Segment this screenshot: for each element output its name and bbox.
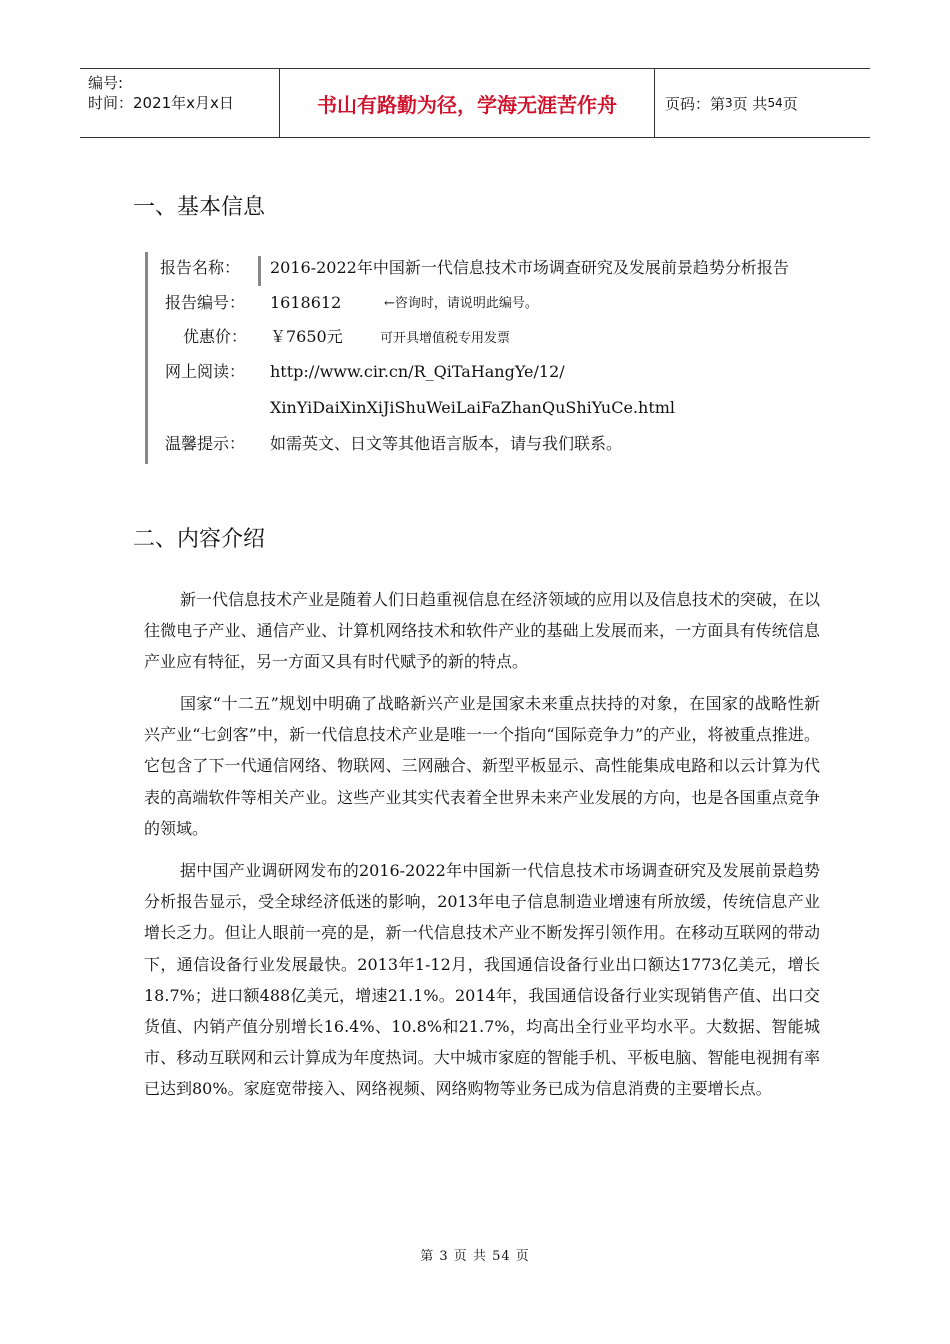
header-page-mid: 页 共 — [732, 94, 768, 113]
header-page-current: 3 — [725, 96, 733, 110]
footer-mid: 页 共 — [453, 1249, 487, 1264]
info-url-line2[interactable]: XinYiDaiXinXiJiShuWeiLaiFaZhanQuShiYuCe.html — [270, 398, 676, 417]
page-header — [80, 68, 870, 138]
info-name-value: 2016-2022年中国新一代信息技术市场调查研究及发展前景趋势分析报告 — [270, 258, 789, 277]
info-url-label: 网上阅读： — [165, 362, 246, 381]
info-code-note: ←咨询时，请说明此编号。 — [384, 296, 538, 311]
info-price-value: ￥7650元 — [270, 327, 343, 346]
footer-prefix: 第 — [420, 1249, 435, 1264]
header-page-suffix: 页 — [782, 94, 798, 113]
intro-paragraph-1: 新一代信息技术产业是随着人们日趋重视信息在经济领域的应用以及信息技术的突破，在以往微电子产业、通信产业、计算机网络技术和软件产业的基础上发展而来，一方面具有传统信息产业应有特征，另一方面又具有时代赋予的新的特点。 — [144, 590, 821, 672]
info-price-label: 优惠价： — [183, 327, 248, 346]
header-page-total: 54 — [767, 96, 783, 110]
header-page-prefix: 页码：第 — [665, 94, 726, 113]
header-number-label: 编号: — [88, 74, 124, 92]
header-meta — [80, 69, 280, 137]
intro-paragraph-3: 据中国产业调研网发布的2016-2022年中国新一代信息技术市场调查研究及发展前景趋势分析报告显示，受全球经济低迷的影响，2013年电子信息制造业增速有所放缓，传统信息产业增长乏力。但让人眼前一亮的是，新一代信息技术产业不断发挥引领作用。在移动互联网的带动下，通信设备行业发展最快。2013年1-12月，我国通信设备行业出口额达1773亿美元，增长18.7%；进口额488亿美元，增速21.1%。2014年，我国通信设备行业实现销售产值、出口交货值、内销产值分别增长16.4%、10.8%和21.7%，均高出全行业平均水平。大数据、智能城市、移动互联网和云计算成为年度热词。大中城市家庭的智能手机、平板电脑、智能电视拥有率已达到80%。家庭宽带接入、网络视频、网络购物等业务已成为信息消费的主要增长点。 — [144, 861, 820, 1099]
footer-total: 54 — [492, 1249, 511, 1264]
info-code-value: 1618612 — [270, 293, 342, 312]
header-page-number — [655, 69, 870, 137]
info-url-line1[interactable]: http://www.cir.cn/R_QiTaHangYe/12/ — [270, 362, 565, 381]
info-tip-value: 如需英文、日文等其他语言版本，请与我们联系。 — [270, 434, 623, 453]
page-footer — [0, 1245, 950, 1264]
section-title-basic-info: 一、基本信息 — [133, 195, 266, 220]
footer-suffix: 页 — [515, 1249, 530, 1264]
info-code-label: 报告编号： — [165, 293, 246, 312]
info-left-rule — [145, 252, 148, 464]
info-tip-label: 温馨提示： — [165, 434, 246, 453]
section-title-content-intro: 二、内容介绍 — [133, 527, 266, 552]
header-time-label: 时间：2021年x月x日 — [88, 94, 234, 112]
footer-current: 3 — [439, 1249, 449, 1264]
intro-paragraph-2: 国家“十二五”规划中明确了战略新兴产业是国家未来重点扶持的对象，在国家的战略性新兴产业“七剑客”中，新一代信息技术产业是唯一一个指向“国际竞争力”的产业，将被重点推进。它包含了下一代通信网络、物联网、三网融合、新型平板显示、高性能集成电路和以云计算为代表的高端软件等相关产业。这些产业其实代表着全世界未来产业发展的方向，也是各国重点竞争的领域。 — [144, 694, 820, 838]
header-motto: 书山有路勤为径，学海无涯苦作舟 — [280, 69, 655, 137]
info-name-label: 报告名称： — [160, 258, 241, 277]
info-name-rule — [258, 256, 261, 286]
info-price-note: 可开具增值税专用发票 — [380, 331, 511, 346]
